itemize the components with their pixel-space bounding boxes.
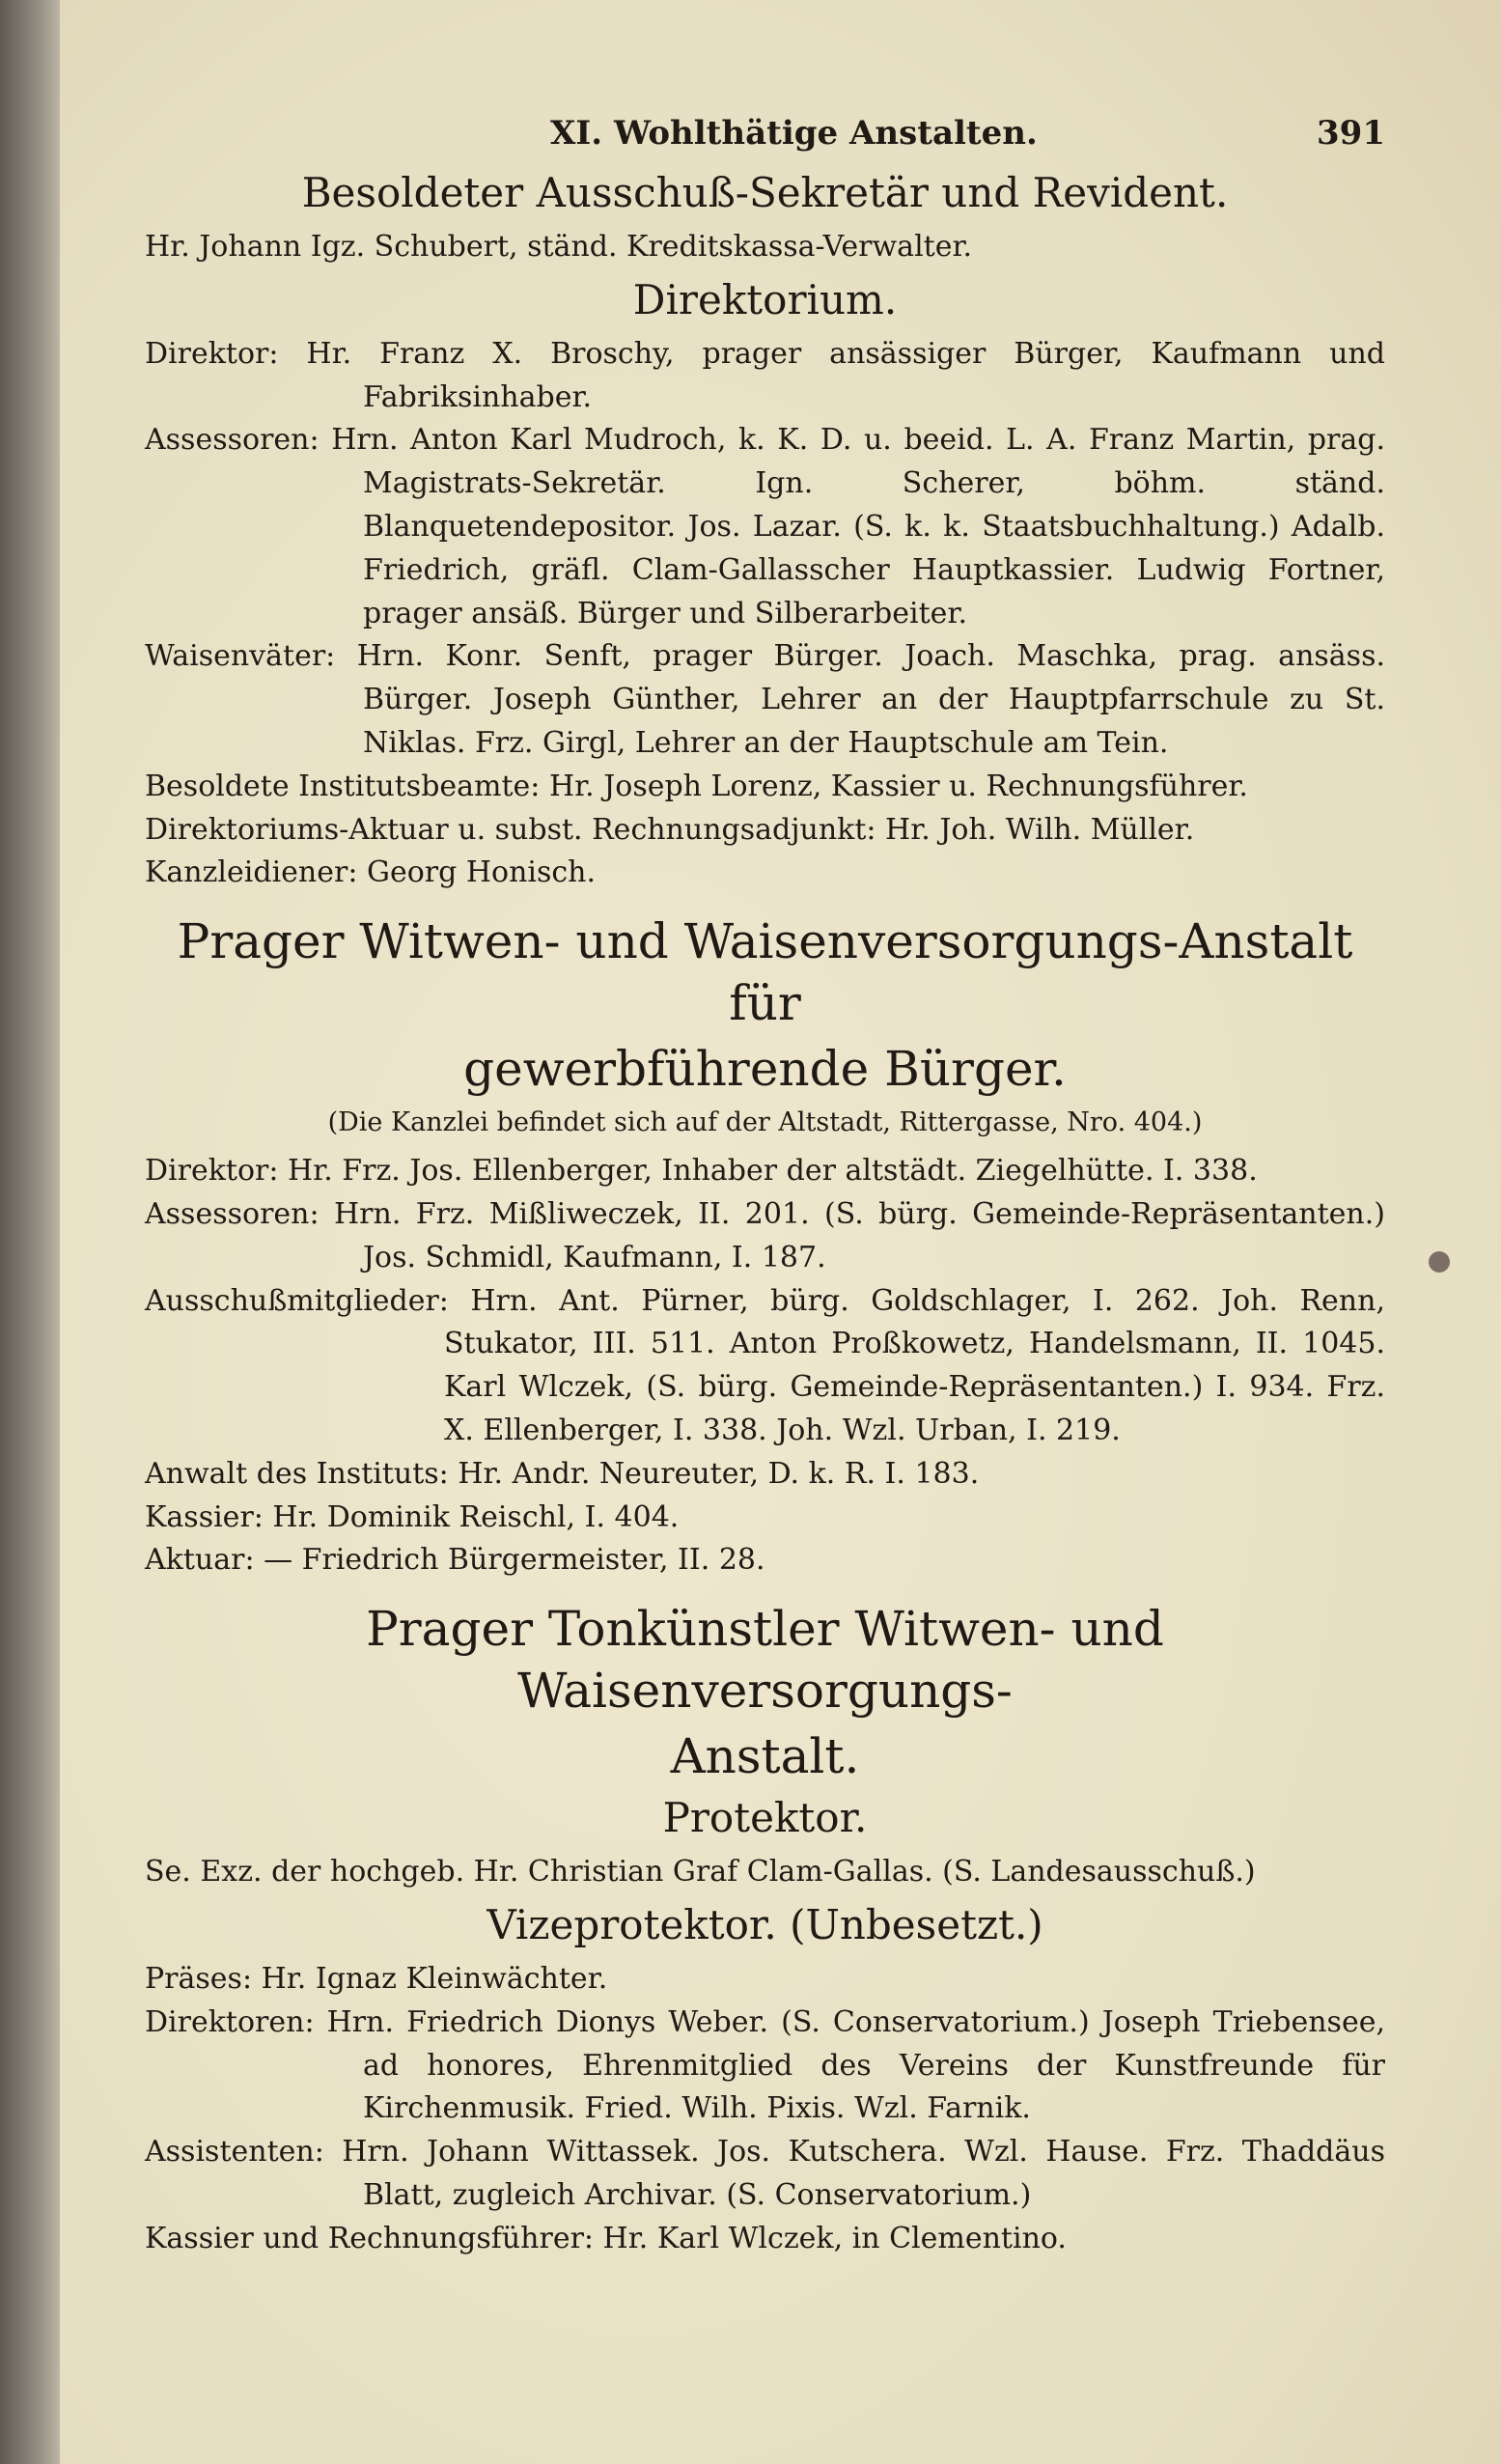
entry-direktor: Direktor: Hr. Franz X. Broschy, prager ansässiger Bürger, Kaufmann und Fabriksinhaber. [145,336,1385,414]
entry-waisenvaeter: Waisenväter: Hrn. Konr. Senft, prager Bürger. Joach. Maschka, prag. ansäss. Bürger. Joseph Günther, Lehrer an der Hauptpfarrschule zu St. Niklas. Frz. Girgl, Lehrer an der Hauptschule am Tein. [145,639,1385,760]
book-gutter [0,0,60,2464]
section-heading-vizeprotektor: Vizeprotektor. (Unbesetzt.) [486,1900,1043,1948]
entry-praeses: Präses: Hr. Ignaz Kleinwächter. [145,1961,608,1996]
entry-institutsbeamte: Besoldete Institutsbeamte: Hr. Joseph Lorenz, Kassier u. Rechnungsführer. [145,769,1248,803]
page-header [145,114,1385,153]
entry-direktoriums-aktuar: Direktoriums-Aktuar u. subst. Rechnungsadjunkt: Hr. Joh. Wilh. Müller. [145,812,1195,847]
entry-anwalt: Anwalt des Instituts: Hr. Andr. Neureuter, D. k. R. I. 183. [145,1456,980,1491]
institution-title-line-1: Prager Tonkünstler Witwen- und Waisenversorgungs- [366,1601,1164,1720]
entry-kanzleidiener: Kanzleidiener: Georg Honisch. [145,855,597,890]
entry-kassier-rechnungsfuehrer: Kassier und Rechnungsführer: Hr. Karl Wlczek, in Clementino. [145,2221,1067,2255]
entry-ausschuss-sekretaer: Hr. Johann Igz. Schubert, ständ. Kreditskassa-Verwalter. [145,230,973,264]
section-heading-ausschuss-sekretaer: Besoldeter Ausschuß-Sekretär und Revident. [301,169,1229,216]
institution-title-line-1: Prager Witwen- und Waisenversorgungs-Anstalt für [177,913,1353,1032]
entry-kassier: Kassier: Hr. Dominik Reischl, I. 404. [145,1499,680,1534]
entry-assessoren: Assessoren: Hrn. Frz. Mißliweczek, II. 201. (S. bürg. Gemeinde-Repräsentanten.) Jos. Schmidl, Kaufmann, I. 187. [145,1196,1385,1274]
office-location-note: (Die Kanzlei befindet sich auf der Altstadt, Rittergasse, Nro. 404.) [327,1107,1203,1138]
entry-assistenten: Assistenten: Hrn. Johann Wittassek. Jos. Kutschera. Wzl. Hause. Frz. Thaddäus Blatt, zugleich Archivar. (S. Conservatorium.) [145,2135,1385,2212]
running-title: XI. Wohlthätige Anstalten. [550,114,1038,153]
ink-stain [1429,1251,1450,1273]
page-number: 391 [1317,114,1385,153]
entry-ausschussmitglieder: Ausschußmitglieder: Hrn. Ant. Pürner, bürg. Goldschlager, I. 262. Joh. Renn, Stukator, III. 511. Anton Proßkowetz, Handelsmann, II. 1045. Karl Wlczek, (S. bürg. Gemeinde-Repräsentanten.) I. 934. Frz. X. Ellenberger, I. 338. Joh. Wzl. Urban, I. 219. [145,1283,1385,1447]
book-page [60,0,1501,2464]
entry-assessoren: Assessoren: Hrn. Anton Karl Mudroch, k. K. D. u. beeid. L. A. Franz Martin, prag. Magistrats-Sekretär. Ign. Scherer, böhm. ständ. Blanquetendepositor. Jos. Lazar. (S. k. k. Staatsbuchhaltung.) Adalb. Friedrich, gräfl. Clam-Gallasscher Hauptkassier. Ludwig Fortner, prager ansäß. Bürger und Silberarbeiter. [145,423,1385,630]
entry-protektor: Se. Exz. der hochgeb. Hr. Christian Graf Clam-Gallas. (S. Landesausschuß.) [145,1855,1256,1890]
section-heading-protektor: Protektor. [662,1794,868,1842]
institution-title-line-2: gewerbführende Bürger. [463,1041,1067,1098]
entry-direktor: Direktor: Hr. Frz. Jos. Ellenberger, Inhaber der altstädt. Ziegelhütte. I. 338. [145,1154,1258,1189]
entry-aktuar: Aktuar: — Friedrich Bürgermeister, II. 28. [145,1543,765,1578]
institution-title-line-2: Anstalt. [670,1728,860,1785]
entry-direktoren: Direktoren: Hrn. Friedrich Dionys Weber. (S. Conservatorium.) Joseph Triebensee, ad honores, Ehrenmitglied des Vereins der Kunstfreunde für Kirchenmusik. Fried. Wilh. Pixis. Wzl. Farnik. [145,2004,1385,2126]
section-heading-direktorium: Direktorium. [632,275,898,323]
